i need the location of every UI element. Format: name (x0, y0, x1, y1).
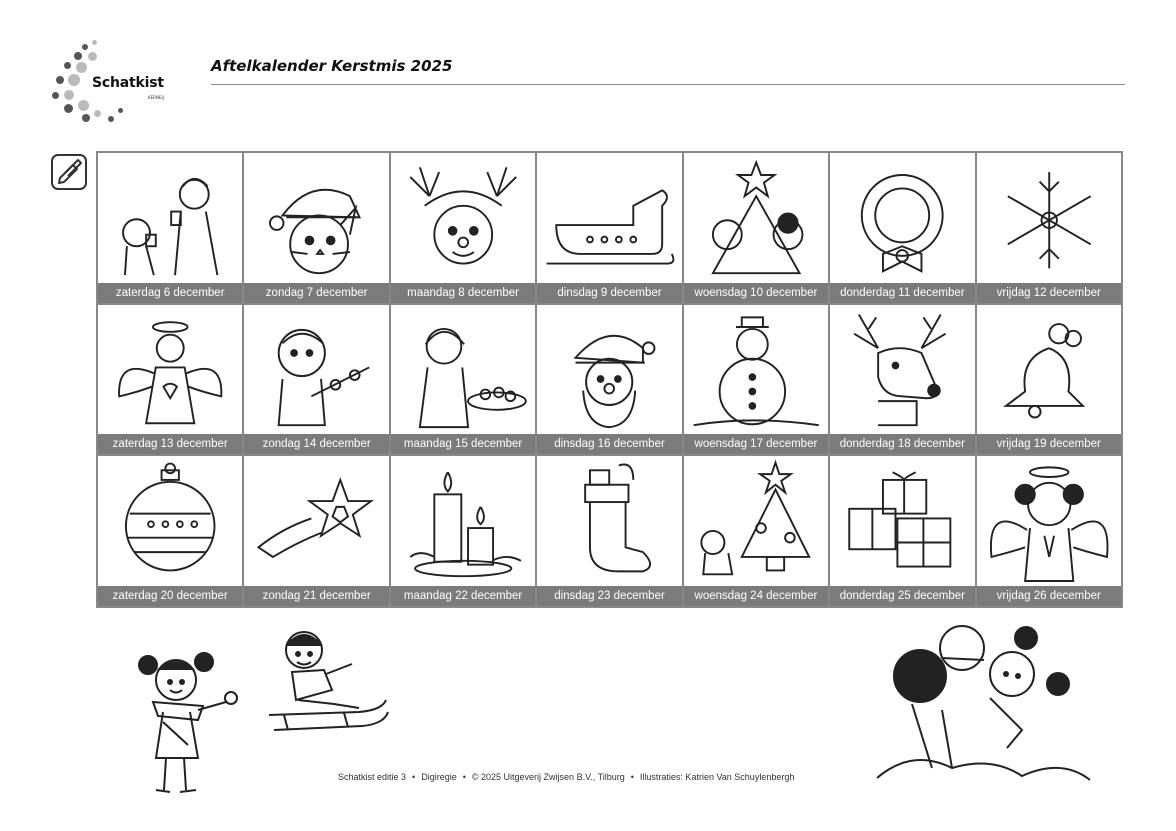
calendar-day-cell (98, 456, 242, 606)
calendar-day-label: vrijdag 19 december (977, 434, 1121, 454)
calendar-day-label: woensdag 10 december (684, 283, 828, 303)
footer-edition: Schatkist editie 3 (338, 772, 407, 782)
calendar-day-cell (391, 305, 535, 455)
wreath-icon (830, 153, 974, 283)
calendar-day-cell (98, 153, 242, 303)
calendar-day-cell (537, 153, 681, 303)
angel-icon (98, 305, 242, 435)
calendar-day-label: donderdag 11 december (830, 283, 974, 303)
calendar-day-cell (977, 153, 1121, 303)
calendar-day-label: zondag 14 december (244, 434, 388, 454)
reindeer-icon (830, 305, 974, 435)
calendar-day-cell (537, 456, 681, 606)
snowflake-icon (977, 153, 1121, 283)
children-decorating-tree-icon (684, 153, 828, 283)
snowman-icon (684, 305, 828, 435)
footer: Schatkist editie 3 • Digiregie • © 2025 Uitgeverij Zwijsen B.V., Tilburg • Illustraties: Katrien Van Schuylenbergh (338, 772, 795, 782)
calendar-day-label: zaterdag 13 december (98, 434, 242, 454)
presents-icon (830, 456, 974, 586)
praying-angel-icon (977, 456, 1121, 586)
child-on-sled-icon (264, 620, 394, 750)
woman-with-cookies-icon (391, 305, 535, 435)
calendar-day-cell (98, 305, 242, 455)
logo-subtext: KERNEIJ (148, 95, 164, 100)
calendar-day-cell (391, 456, 535, 606)
calendar-day-label: dinsdag 23 december (537, 586, 681, 606)
calendar-day-cell (977, 456, 1121, 606)
footer-section: Digiregie (421, 772, 457, 782)
calendar-day-label: woensdag 24 december (684, 586, 828, 606)
logo-text: Schatkist (92, 75, 164, 91)
girl-throwing-snowball-icon (118, 640, 238, 800)
candles-icon (391, 456, 535, 586)
calendar-day-cell (244, 305, 388, 455)
calendar-day-label: zaterdag 20 december (98, 586, 242, 606)
calendar-day-label: dinsdag 9 december (537, 283, 681, 303)
calendar-day-label: woensdag 17 december (684, 434, 828, 454)
footer-illustrations: Illustraties: Katrien Van Schuylenbergh (639, 772, 795, 782)
advent-calendar-grid (96, 151, 1123, 608)
calendar-day-cell (830, 456, 974, 606)
page-title: Aftelkalender Kerstmis 2025 (211, 57, 453, 75)
calendar-day-label: vrijdag 12 december (977, 283, 1121, 303)
sleigh-icon (537, 153, 681, 283)
santa-icon (537, 305, 681, 435)
schatkist-logo (52, 40, 172, 130)
calendar-day-label: maandag 8 december (391, 283, 535, 303)
calendar-day-label: zaterdag 6 december (98, 283, 242, 303)
calendar-day-cell (830, 153, 974, 303)
pencil-icon[interactable] (51, 154, 87, 190)
calendar-day-cell (830, 305, 974, 455)
calendar-day-label: donderdag 18 december (830, 434, 974, 454)
calendar-day-label: dinsdag 16 december (537, 434, 681, 454)
stocking-icon (537, 456, 681, 586)
calendar-day-cell (537, 305, 681, 455)
calendar-day-label: zondag 7 december (244, 283, 388, 303)
calendar-day-cell (684, 153, 828, 303)
child-with-garland-icon (244, 305, 388, 435)
header-divider (211, 84, 1125, 85)
tree-with-cat-icon (684, 456, 828, 586)
child-with-antlers-icon (391, 153, 535, 283)
cat-with-santa-hat-icon (244, 153, 388, 283)
calendar-day-label: maandag 22 december (391, 586, 535, 606)
children-building-snowman-icon (872, 618, 1092, 788)
calendar-day-label: vrijdag 26 december (977, 586, 1121, 606)
bell-icon (977, 305, 1121, 435)
calendar-day-cell (977, 305, 1121, 455)
cocoa-mother-child-icon (98, 153, 242, 283)
calendar-day-cell (244, 153, 388, 303)
calendar-day-label: zondag 21 december (244, 586, 388, 606)
calendar-day-label: maandag 15 december (391, 434, 535, 454)
calendar-day-cell (684, 456, 828, 606)
calendar-day-cell (244, 456, 388, 606)
bauble-icon (98, 456, 242, 586)
footer-copyright: © 2025 Uitgeverij Zwijsen B.V., Tilburg (471, 772, 625, 782)
calendar-day-cell (684, 305, 828, 455)
calendar-day-cell (391, 153, 535, 303)
calendar-day-label: donderdag 25 december (830, 586, 974, 606)
shooting-star-icon (244, 456, 388, 586)
